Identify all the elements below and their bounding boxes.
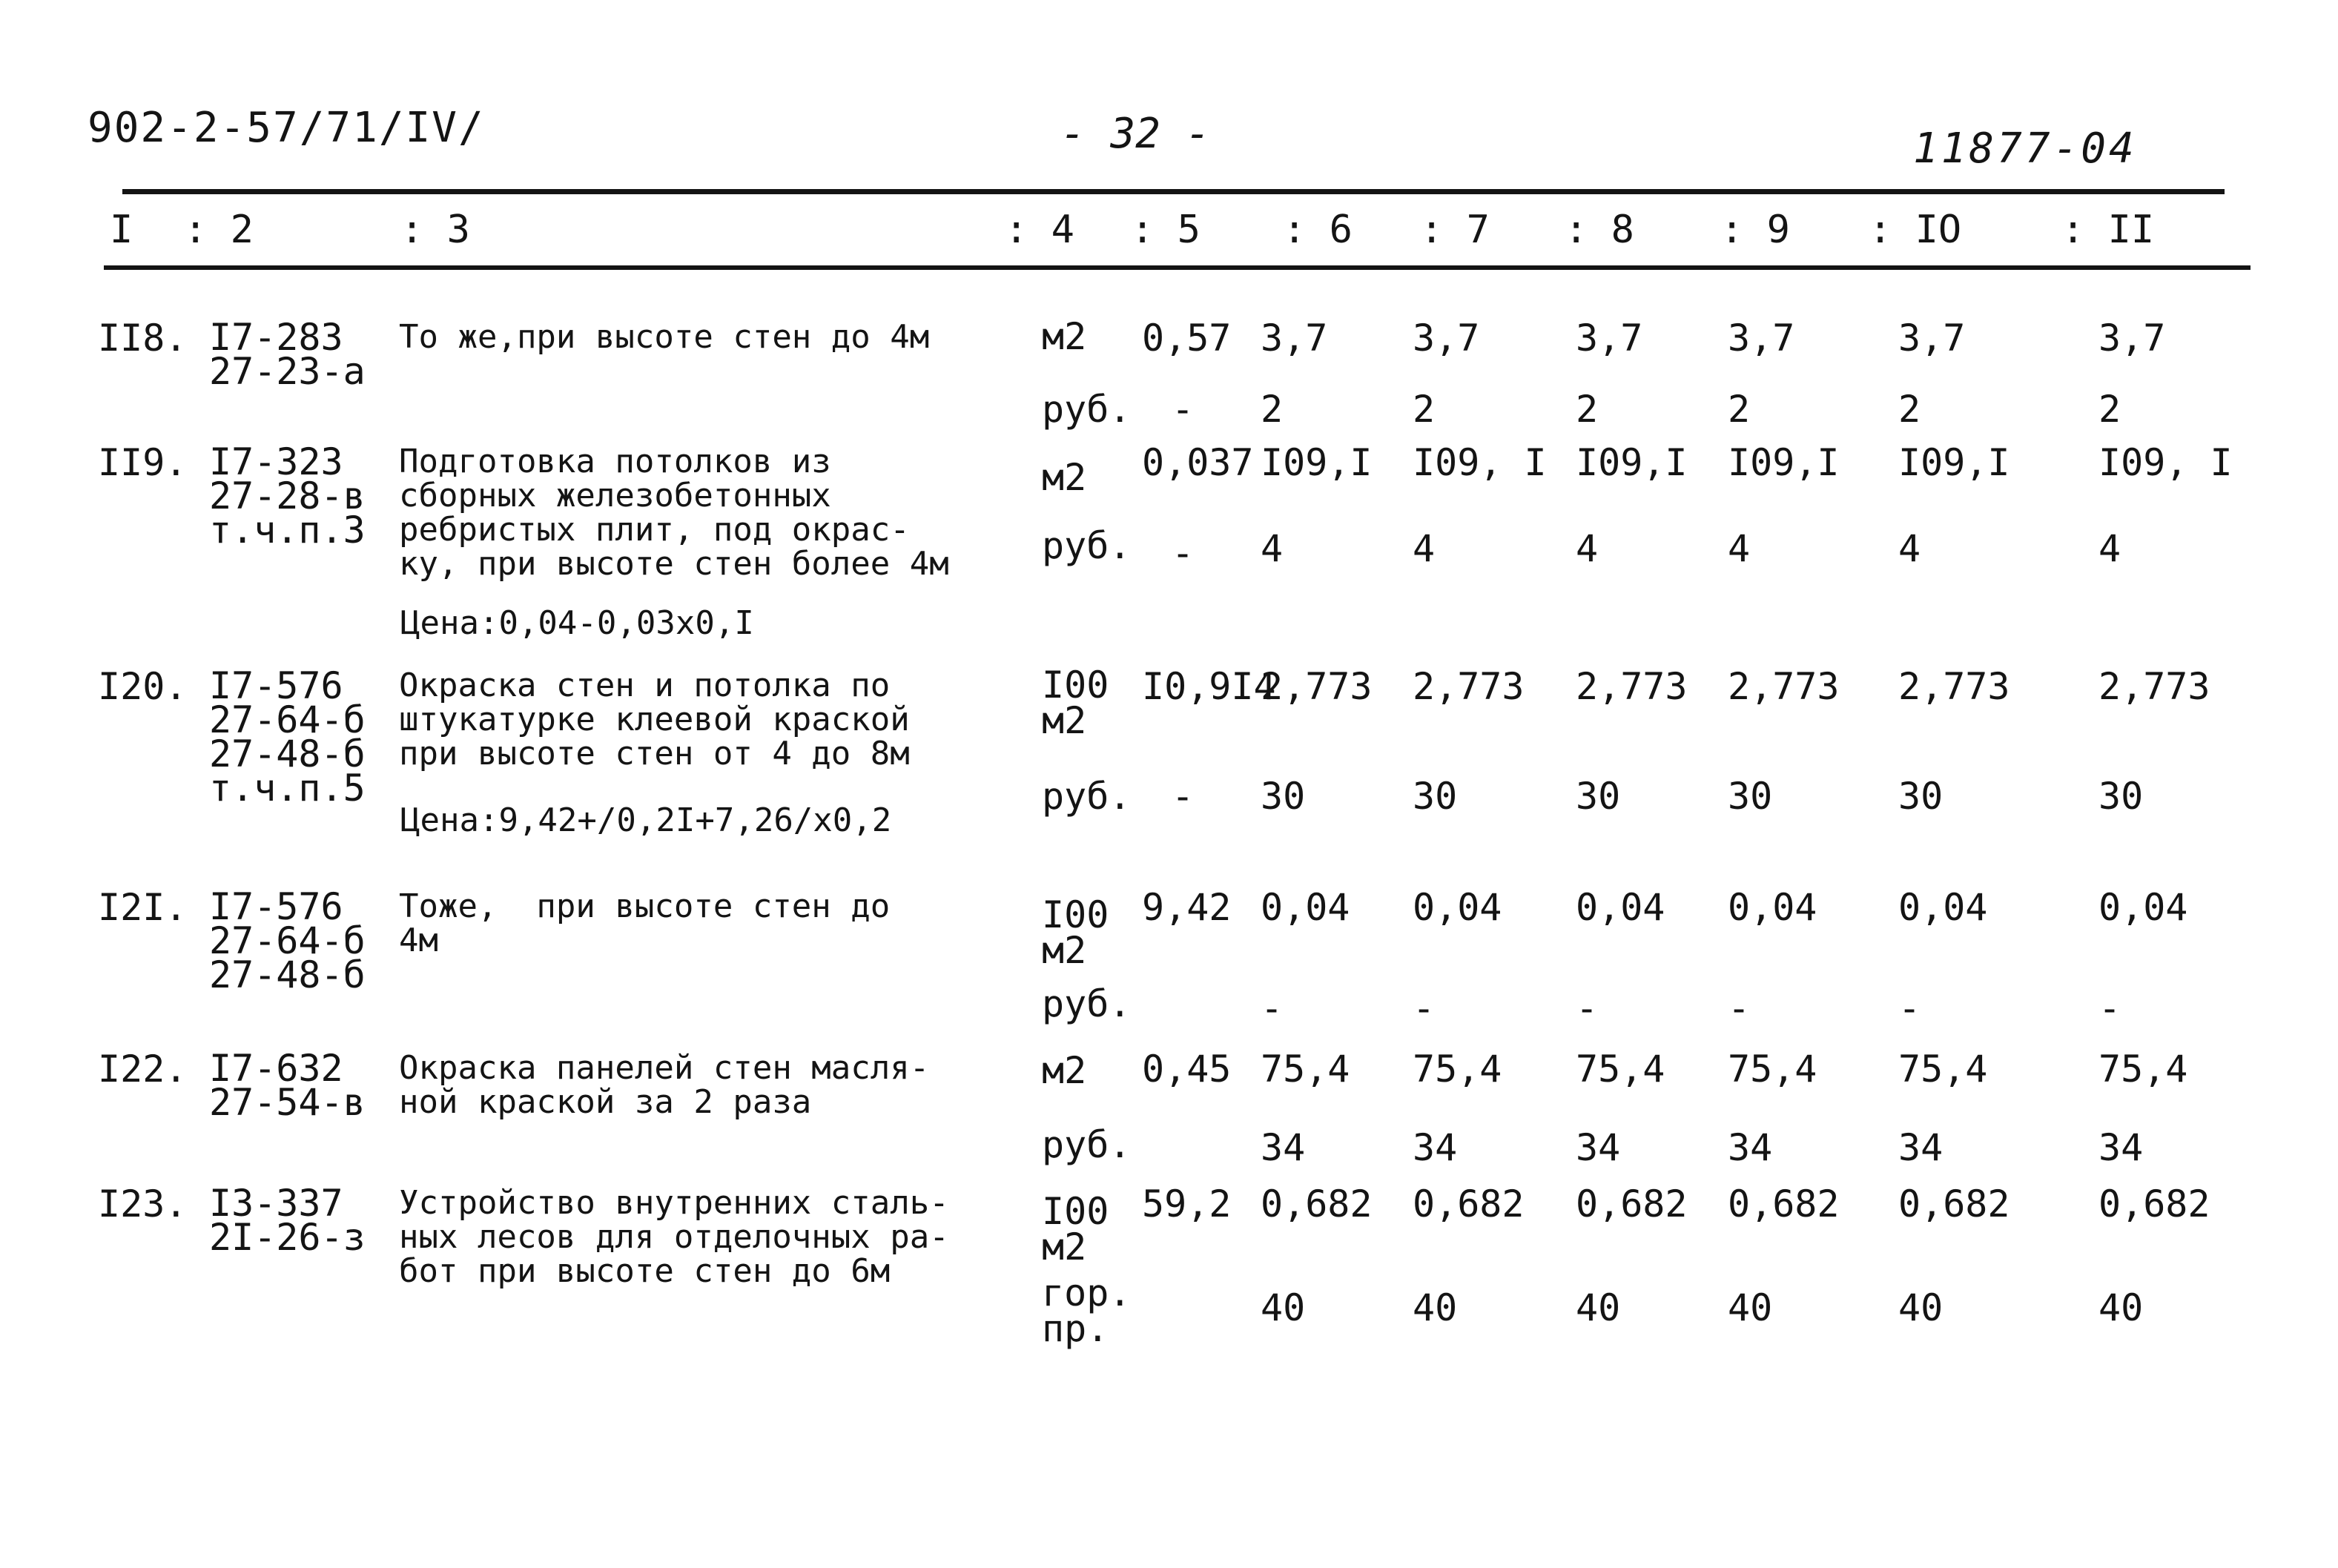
price-value: 30 (1898, 775, 1944, 818)
unit-label: руб. (1042, 982, 1132, 1025)
price-value: 40 (2098, 1286, 2144, 1329)
column-number: : 8 (1565, 208, 1634, 252)
quantity-value: I09,I (1261, 441, 1373, 484)
inventory-number: 11877-04 (1913, 125, 2137, 173)
empty-marker: - (1172, 532, 1195, 575)
norm-value: 9,42 (1142, 886, 1232, 929)
price-value: 34 (1261, 1126, 1306, 1169)
price-value: 2 (1898, 388, 1921, 431)
unit-label: м2 (1042, 456, 1087, 499)
norm-value: 0,45 (1142, 1048, 1232, 1091)
work-description: Тоже, при высоте стен до 4м (399, 887, 891, 959)
price-value: - (1413, 987, 1436, 1030)
unit-label: руб. (1042, 775, 1132, 818)
price-value: 30 (2098, 775, 2144, 818)
work-description: Окраска стен и потолка по штукатурке клеевой краской при высоте стен от 4 до 8м (399, 666, 910, 773)
price-value: - (1576, 987, 1599, 1030)
price-value: 30 (1261, 775, 1306, 818)
quantity-value: 3,7 (1413, 317, 1480, 360)
empty-marker: - (1172, 775, 1195, 818)
quantity-value: 3,7 (1898, 317, 1966, 360)
norm-codes: I7-323 27-28-в т.ч.п.3 (209, 440, 366, 552)
price-value: 40 (1576, 1286, 1621, 1329)
column-number: : II (2061, 208, 2155, 252)
row-number: I20. (98, 665, 188, 708)
unit-label: м2 (1042, 1049, 1087, 1092)
price-value: 30 (1728, 775, 1773, 818)
unit-label: руб. (1042, 524, 1132, 567)
price-value: - (1898, 987, 1921, 1030)
row-number: I22. (98, 1048, 188, 1091)
column-number: I (110, 208, 133, 252)
quantity-value: 75,4 (1898, 1048, 1988, 1091)
row-number: I23. (98, 1182, 188, 1225)
norm-codes: I7-576 27-64-б 27-48-б (209, 885, 366, 996)
column-number: : 9 (1720, 208, 1790, 252)
quantity-value: I09,I (1576, 441, 1688, 484)
norm-codes: I7-576 27-64-б 27-48-б т.ч.п.5 (209, 664, 366, 810)
quantity-value: 2,773 (1728, 665, 1840, 708)
quantity-value: 75,4 (1413, 1048, 1502, 1091)
price-value: 40 (1413, 1286, 1458, 1329)
unit-label: I00 м2 (1042, 893, 1109, 972)
quantity-value: 0,04 (1898, 886, 1988, 929)
quantity-value: 0,682 (1728, 1182, 1840, 1225)
price-value: 4 (1728, 527, 1751, 570)
quantity-value: I09,I (1728, 441, 1840, 484)
quantity-value: 2,773 (1413, 665, 1525, 708)
quantity-value: 0,682 (1261, 1182, 1373, 1225)
quantity-value: 0,04 (1413, 886, 1502, 929)
price-value: 2 (1413, 388, 1436, 431)
quantity-value: 2,773 (2098, 665, 2210, 708)
work-description: Подготовка потолков из сборных железобетонных ребристых плит, под окрас- ку, при высоте стен более 4м (399, 443, 949, 583)
column-number: : IO (1869, 208, 1962, 252)
quantity-value: I09, I (1413, 441, 1547, 484)
price-value: 2 (1576, 388, 1599, 431)
price-value: 30 (1576, 775, 1621, 818)
unit-label: м2 (1042, 315, 1087, 358)
price-value: 4 (1261, 527, 1284, 570)
price-value: 34 (1898, 1126, 1944, 1169)
work-description: Окраска панелей стен масля- ной краской за 2 раза (399, 1049, 930, 1121)
quantity-value: 75,4 (1728, 1048, 1817, 1091)
page-number: - 32 - (1060, 110, 1211, 158)
column-number: : 6 (1283, 208, 1353, 252)
quantity-value: 75,4 (2098, 1048, 2188, 1091)
norm-value: I0,9I4 (1142, 665, 1276, 708)
unit-label: гор. пр. (1042, 1271, 1132, 1350)
price-value: 30 (1413, 775, 1458, 818)
price-value: 40 (1728, 1286, 1773, 1329)
quantity-value: 3,7 (1261, 317, 1328, 360)
quantity-value: 75,4 (1261, 1048, 1350, 1091)
unit-label: I00 м2 (1042, 664, 1109, 742)
price-value: 40 (1898, 1286, 1944, 1329)
price-value: 2 (1728, 388, 1751, 431)
price-value: - (1728, 987, 1751, 1030)
price-value: 34 (2098, 1126, 2144, 1169)
quantity-value: I09, I (2098, 441, 2233, 484)
quantity-value: 2,773 (1261, 665, 1373, 708)
price-value: 4 (1576, 527, 1599, 570)
price-formula: Цена:9,42+/0,2I+7,26/х0,2 (400, 801, 892, 839)
column-number: : 7 (1420, 208, 1490, 252)
column-number: : 4 (1005, 208, 1074, 252)
quantity-value: I09,I (1898, 441, 2010, 484)
price-value: 34 (1728, 1126, 1773, 1169)
price-value: 4 (1898, 527, 1921, 570)
norm-value: 59,2 (1142, 1182, 1232, 1225)
price-value: 40 (1261, 1286, 1306, 1329)
price-value: 2 (1261, 388, 1284, 431)
norm-value: 0,037 (1142, 441, 1254, 484)
quantity-value: 75,4 (1576, 1048, 1665, 1091)
column-number: : 2 (184, 208, 254, 252)
quantity-value: 2,773 (1576, 665, 1688, 708)
quantity-value: 0,682 (1898, 1182, 2010, 1225)
unit-label: руб. (1042, 388, 1132, 431)
row-number: II8. (98, 317, 188, 360)
price-value: 4 (1413, 527, 1436, 570)
quantity-value: 0,04 (1576, 886, 1665, 929)
unit-label: руб. (1042, 1123, 1132, 1166)
row-number: I2I. (98, 886, 188, 929)
norm-codes: I7-283 27-23-а (209, 316, 366, 393)
empty-marker: - (1172, 388, 1195, 431)
quantity-value: 3,7 (1728, 317, 1795, 360)
price-value: 4 (2098, 527, 2121, 570)
quantity-value: 2,773 (1898, 665, 2010, 708)
price-value: - (2098, 987, 2121, 1030)
quantity-value: 0,682 (1413, 1182, 1525, 1225)
quantity-value: 0,682 (2098, 1182, 2210, 1225)
column-number: : 3 (400, 208, 470, 252)
quantity-value: 0,04 (1261, 886, 1350, 929)
price-value: 34 (1413, 1126, 1458, 1169)
price-value: 2 (2098, 388, 2121, 431)
norm-codes: I3-337 2I-26-з (209, 1182, 366, 1259)
document-code: 902-2-57/71/IV/ (87, 104, 485, 152)
work-description: Устройство внутренних сталь- ных лесов для отделочных ра- бот при высоте стен до 6м (399, 1184, 949, 1290)
row-number: II9. (98, 441, 188, 484)
column-number: : 5 (1131, 208, 1201, 252)
price-value: - (1261, 987, 1284, 1030)
unit-label: I00 м2 (1042, 1190, 1109, 1268)
norm-value: 0,57 (1142, 317, 1232, 360)
price-value: 34 (1576, 1126, 1621, 1169)
quantity-value: 0,682 (1576, 1182, 1688, 1225)
quantity-value: 3,7 (1576, 317, 1643, 360)
price-formula: Цена:0,04-0,03х0,I (400, 604, 754, 642)
quantity-value: 3,7 (2098, 317, 2166, 360)
norm-codes: I7-632 27-54-в (209, 1047, 366, 1124)
quantity-value: 0,04 (2098, 886, 2188, 929)
work-description: То же,при высоте стен до 4м (399, 318, 930, 356)
quantity-value: 0,04 (1728, 886, 1817, 929)
